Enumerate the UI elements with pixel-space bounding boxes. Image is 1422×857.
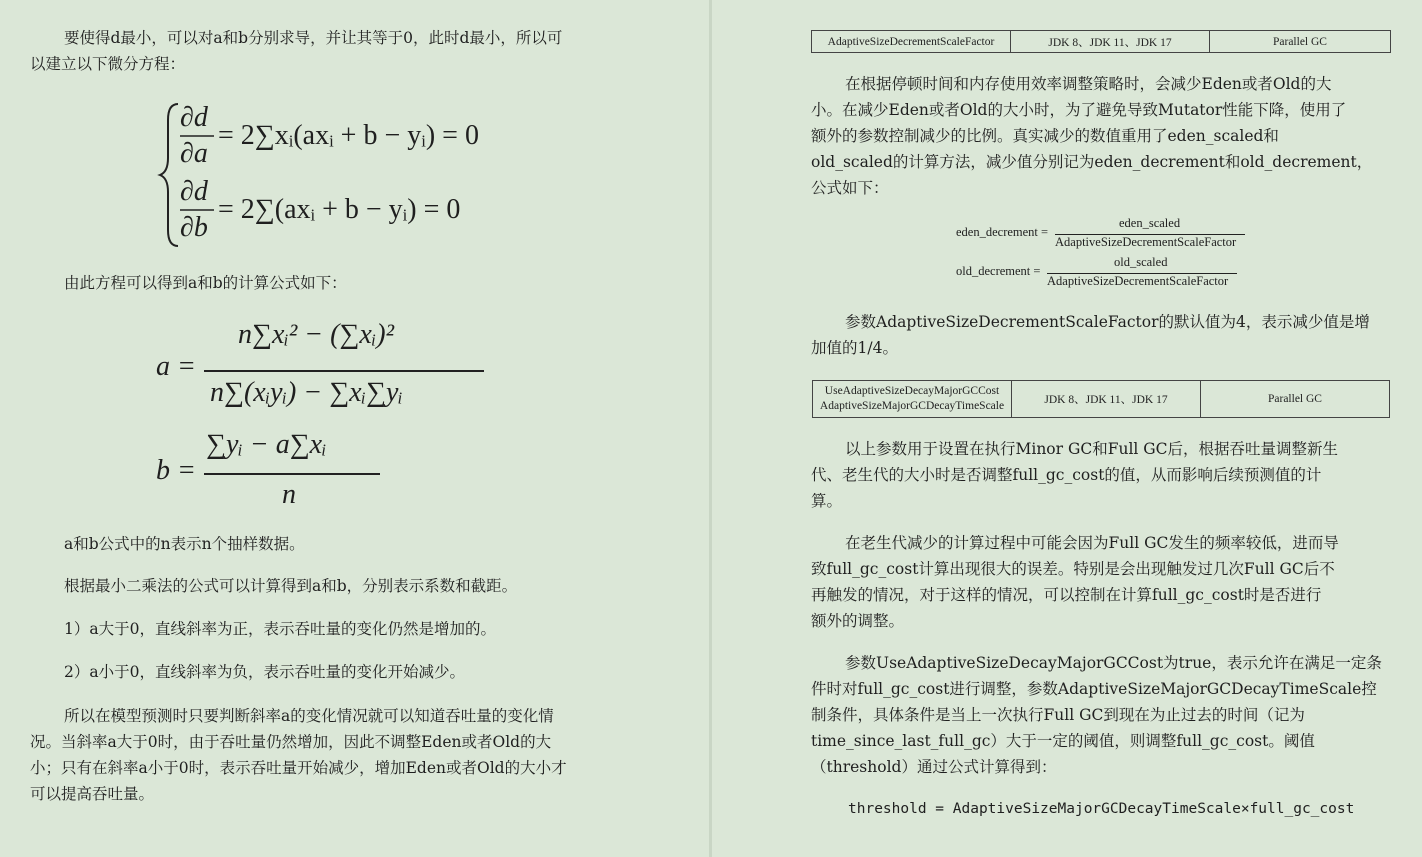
eq2-rhs: = 2∑(axᵢ + b − yᵢ) = 0	[218, 194, 461, 225]
formula-eden-decrement	[956, 216, 1256, 256]
formula-eden-lhs: eden_decrement =	[956, 225, 1049, 239]
formula-old-decrement	[956, 255, 1256, 295]
paragraph-decrement-line1: 在根据停顿时间和内存使用效率调整策略时，会减少Eden或者Old的大	[845, 75, 1332, 93]
paragraph-conclusion-line3: 小；只有在斜率a小于0时，表示吞吐量开始减少，增加Eden或者Old的大小才	[30, 759, 567, 777]
paragraph-decrement-line3: 额外的参数控制减少的比例。真实减少的数值重用了eden_scaled和	[811, 127, 1279, 145]
paragraph-intro-line1: 要使得d最小，可以对a和b分别求导，并让其等于0，此时d最小，所以可	[64, 29, 563, 47]
formula-a-denominator: n∑(xᵢyᵢ) − ∑xᵢ∑yᵢ	[210, 377, 403, 408]
formula-b-denominator: n	[282, 479, 296, 510]
formula-b-numerator: ∑yᵢ − a∑xᵢ	[206, 429, 327, 460]
paragraph-conclusion-line4: 可以提高吞吐量。	[30, 785, 155, 803]
paragraph-decay-line4: time_since_last_full_gc）大于一定的阈值，则调整full_gc_cost。阈值	[811, 732, 1315, 750]
list-item-positive-slope: 1）a大于0，直线斜率为正，表示吞吐量的变化仍然是增加的。	[64, 620, 496, 638]
paragraph-intro-line2: 以建立以下微分方程：	[30, 55, 186, 73]
parameter-table-decrement	[811, 30, 1391, 53]
formula-a-lhs: a =	[156, 351, 196, 382]
eq2-numerator: ∂d	[180, 176, 208, 207]
paragraph-decrement-line5: 公式如下：	[811, 179, 889, 197]
paragraph-error-line2: 致full_gc_cost计算出现很大的误差。特别是会出现触发过几次Full GC后不	[811, 560, 1335, 578]
table-cell-params	[813, 381, 1012, 418]
paragraph-formula-intro: 由此方程可以得到a和b的计算公式如下：	[64, 274, 347, 292]
paragraph-decay-line2: 件时对full_gc_cost进行调整，参数AdaptiveSizeMajorGCDecayTimeScale控	[811, 680, 1377, 698]
paragraph-error-line1: 在老生代减少的计算过程中可能会因为Full GC发生的频率较低，进而导	[845, 534, 1339, 552]
table-cell-param: AdaptiveSizeDecrementScaleFactor	[812, 31, 1011, 53]
paragraph-params-usage-line3: 算。	[811, 492, 843, 510]
paragraph-params-usage-line1: 以上参数用于设置在执行Minor GC和Full GC后，根据吞吐量调整新生	[845, 440, 1339, 458]
paragraph-conclusion-line1: 所以在模型预测时只要判断斜率a的变化情况就可以知道吞吐量的变化情	[64, 707, 554, 725]
paragraph-params-usage-line2: 代、老生代的大小时是否调整full_gc_cost的值，从而影响后续预测值的计	[811, 466, 1322, 484]
formula-a-fraction-bar	[204, 370, 484, 372]
formula-a	[156, 315, 496, 415]
table-cell-jdk: JDK 8、JDK 11、JDK 17	[1011, 31, 1210, 53]
formula-old-denominator: AdaptiveSizeDecrementScaleFactor	[1047, 274, 1229, 288]
paragraph-least-squares: 根据最小二乘法的公式可以计算得到a和b，分别表示系数和截距。	[64, 577, 518, 595]
list-item-negative-slope: 2）a小于0，直线斜率为负，表示吞吐量的变化开始减少。	[64, 663, 465, 681]
paragraph-decrement-line2: 小。在减少Eden或者Old的大小时，为了避免导致Mutator性能下降，使用了	[811, 101, 1347, 119]
paragraph-default-value-line2: 加值的1/4。	[811, 339, 898, 357]
paragraph-error-line3: 再触发的情况，对于这样的情况，可以控制在计算full_gc_cost时是否进行	[811, 586, 1322, 604]
differential-equations	[160, 100, 500, 250]
formula-b-fraction-bar	[204, 473, 380, 475]
paragraph-sample-note: a和b公式中的n表示n个抽样数据。	[64, 535, 305, 553]
formula-b	[156, 425, 496, 520]
table-cell-param1: UseAdaptiveSizeDecayMajorGCCost	[824, 385, 1000, 397]
threshold-formula: threshold = AdaptiveSizeMajorGCDecayTimeScale×full_gc_cost	[848, 801, 1355, 817]
formula-eden-denominator: AdaptiveSizeDecrementScaleFactor	[1055, 235, 1237, 249]
paragraph-decay-line3: 制条件，具体条件是当上一次执行Full GC到现在为止过去的时间（记为	[811, 706, 1305, 724]
formula-b-lhs: b =	[156, 455, 196, 486]
eq2-denominator: ∂b	[180, 212, 208, 243]
formula-old-numerator: old_scaled	[1114, 255, 1168, 269]
table-cell-jdk: JDK 8、JDK 11、JDK 17	[1012, 381, 1201, 418]
parameter-table-decay	[812, 380, 1390, 418]
table-cell-gc: Parallel GC	[1210, 31, 1391, 53]
paragraph-decay-line5: （threshold）通过公式计算得到：	[811, 758, 1057, 776]
eq1-denominator: ∂a	[180, 138, 208, 169]
table-cell-param2: AdaptiveSizeMajorGCDecayTimeScale	[819, 400, 1005, 412]
paragraph-conclusion-line2: 况。当斜率a大于0时，由于吞吐量仍然增加，因此不调整Eden或者Old的大	[30, 733, 552, 751]
eq1-rhs: = 2∑xᵢ(axᵢ + b − yᵢ) = 0	[218, 120, 479, 151]
formula-eden-numerator: eden_scaled	[1119, 216, 1181, 230]
formula-a-numerator: n∑xᵢ² − (∑xᵢ)²	[238, 319, 394, 350]
paragraph-decrement-line4: old_scaled的计算方法，减少值分别记为eden_decrement和old_decrement，	[811, 153, 1373, 171]
paragraph-default-value-line1: 参数AdaptiveSizeDecrementScaleFactor的默认值为4，表示减少值是增	[845, 313, 1370, 331]
eq1-numerator: ∂d	[180, 102, 208, 133]
paragraph-error-line4: 额外的调整。	[811, 612, 905, 630]
paragraph-decay-line1: 参数UseAdaptiveSizeDecayMajorGCCost为true，表示允许在满足一定条	[845, 654, 1382, 672]
formula-old-lhs: old_decrement =	[956, 264, 1041, 278]
table-cell-gc: Parallel GC	[1201, 381, 1390, 418]
